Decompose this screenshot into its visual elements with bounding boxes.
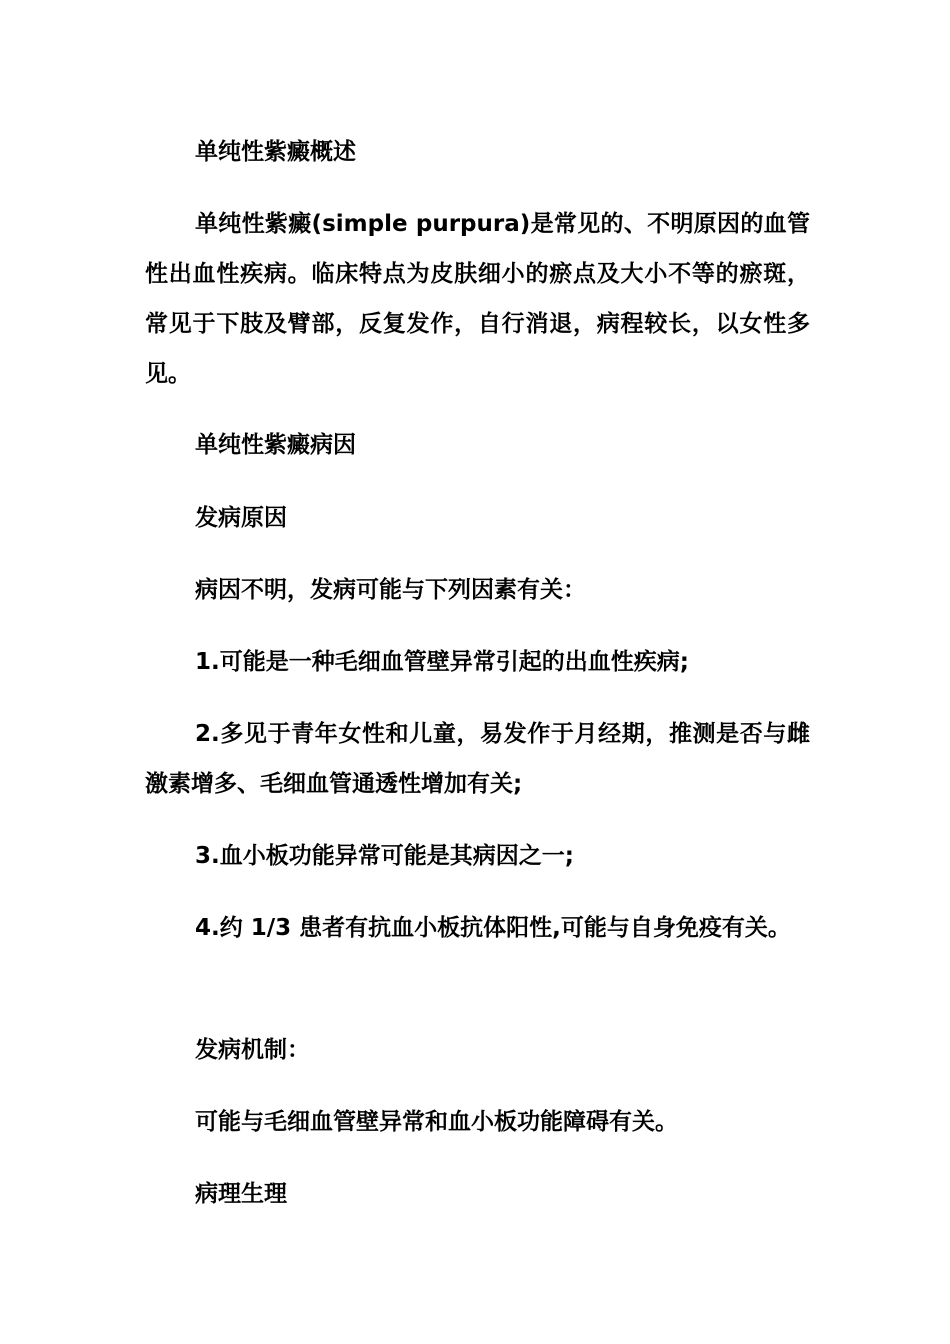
subheading-causes: 发病原因 <box>195 505 287 531</box>
subheading-mechanism: 发病机制： <box>195 1037 310 1063</box>
list-item-3: 3.血小板功能异常可能是其病因之一; <box>195 843 574 869</box>
heading-etiology: 单纯性紫癜病因 <box>195 432 356 458</box>
causes-intro: 病因不明，发病可能与下列因素有关： <box>195 577 586 603</box>
list-item-4: 4.约 1/3 患者有抗血小板抗体阳性,可能与自身免疫有关。 <box>195 915 791 941</box>
heading-overview: 单纯性紫癜概述 <box>195 139 356 165</box>
subheading-pathophysiology: 病理生理 <box>195 1181 287 1207</box>
list-item-1: 1.可能是一种毛细血管壁异常引起的出血性疾病; <box>195 649 689 675</box>
overview-paragraph: 单纯性紫癜(simple purpura)是常见的、不明原因的血管性出血性疾病。临床特点为皮肤细小的瘀点及大小不等的瘀斑，常见于下肢及臂部，反复发作，自行消退，病程较长，以女性多见。 <box>145 211 810 387</box>
list-item-2: 2.多见于青年女性和儿童，易发作于月经期，推测是否与雌激素增多、毛细血管通透性增加有关; <box>145 721 810 797</box>
mechanism-paragraph: 可能与毛细血管壁异常和血小板功能障碍有关。 <box>195 1109 678 1135</box>
